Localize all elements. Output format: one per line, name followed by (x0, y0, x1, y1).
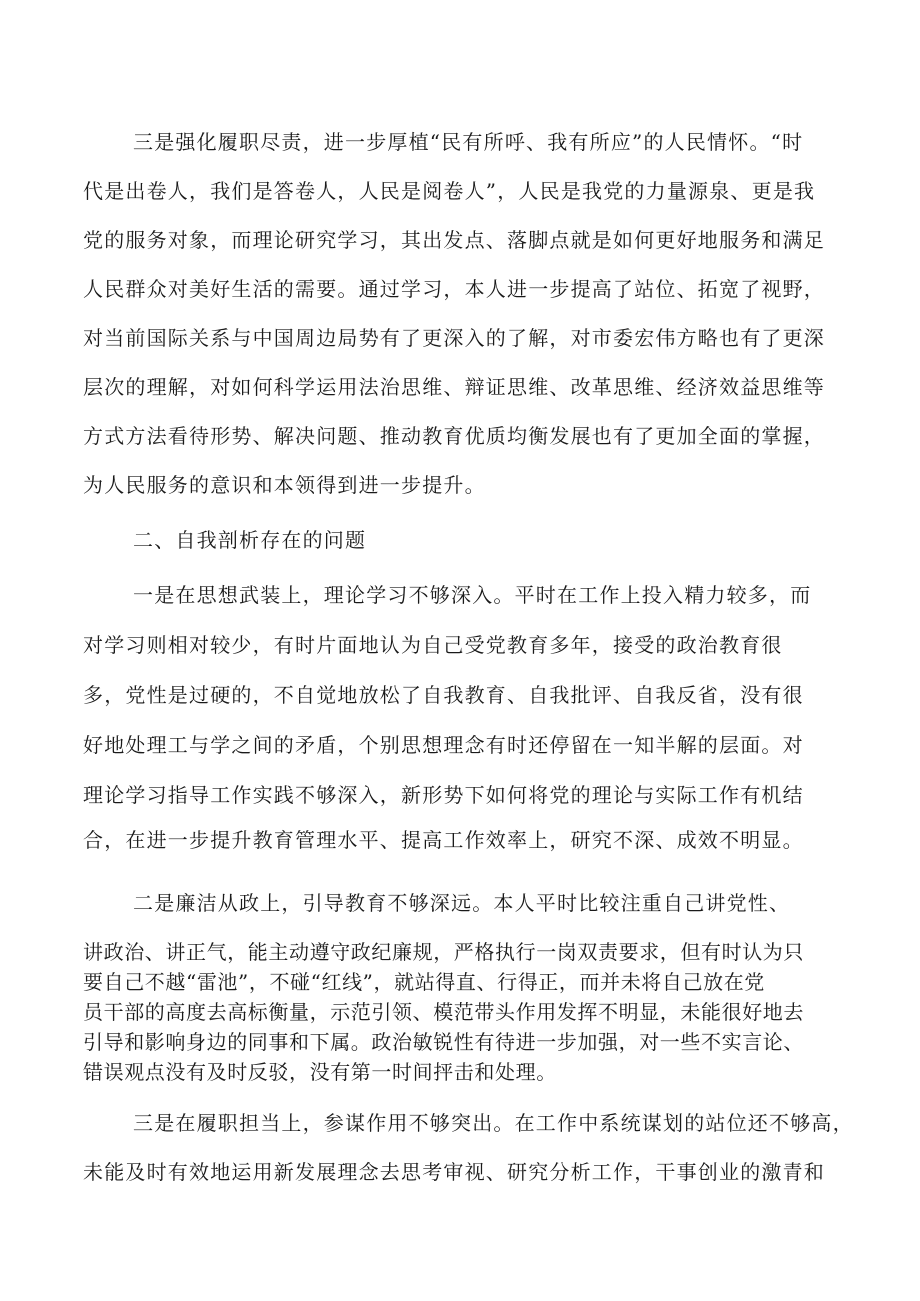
paragraph-line: 人民群众对美好生活的需要。通过学习，本人进一步提高了站位、拓宽了视野， (83, 277, 825, 301)
paragraph-line: 三是强化履职尽责，进一步厚植“民有所呼、我有所应”的人民情怀。“时 (133, 130, 804, 154)
paragraph-line: 方式方法看待形势、解决问题、推动教育优质均衡发展也有了更加全面的掌握， (83, 424, 825, 448)
paragraph-line: 合，在进一步提升教育管理水平、提高工作效率上，研究不深、成效不明显。 (83, 828, 804, 852)
paragraph-line: 层次的理解，对如何科学运用法治思维、辩证思维、改革思维、经济效益思维等 (83, 375, 825, 399)
paragraph-line: 要自己不越“雷池”，不碰“红线”，就站得直、行得正，而并未将自己放在党 (83, 970, 765, 994)
paragraph-line: 对学习则相对较少，有时片面地认为自己受党教育多年，接受的政治教育很 (83, 633, 783, 657)
paragraph-line: 为人民服务的意识和本领得到进一步提升。 (83, 473, 486, 497)
paragraph-line: 未能及时有效地运用新发展理念去思考审视、研究分析工作，干事创业的激青和 (83, 1160, 825, 1184)
paragraph-line: 一是在思想武装上，理论学习不够深入。平时在工作上投入精力较多，而 (133, 583, 812, 607)
paragraph-line: 三是在履职担当上，参谋作用不够突出。在工作中系统谋划的站位还不够高， (133, 1111, 854, 1135)
paragraph-line: 错误观点没有及时反驳，没有第一时间抨击和处理。 (83, 1060, 557, 1084)
paragraph-line: 二是廉洁从政上，引导教育不够深远。本人平时比较注重自己讲党性、 (133, 891, 791, 915)
paragraph-line: 多，党性是过硬的，不自觉地放松了自我教育、自我批评、自我反省，没有很 (83, 683, 804, 707)
paragraph-line: 对当前国际关系与中国周边局势有了更深入的了解，对市委宏伟方略也有了更深 (83, 326, 825, 350)
paragraph-line: 党的服务对象，而理论研究学习，其出发点、落脚点就是如何更好地服务和满足 (83, 228, 825, 252)
paragraph-line: 讲政治、讲正气，能主动遵守政纪廉规，严格执行一岗双责要求，但有时认为只 (83, 940, 804, 964)
paragraph-line: 好地处理工与学之间的矛盾，个别思想理念有时还停留在一知半解的层面。对 (83, 733, 804, 757)
paragraph-line: 理论学习指导工作实践不够深入，新形势下如何将党的理论与实际工作有机结 (83, 783, 804, 807)
paragraph-line: 员干部的高度去高标衡量，示范引领、模范带头作用发挥不明显，未能很好地去 (83, 1000, 804, 1024)
paragraph-line: 代是出卷人，我们是答卷人，人民是阅卷人”，人民是我党的力量源泉、更是我 (83, 179, 816, 203)
section-heading: 二、自我剖析存在的问题 (133, 528, 367, 552)
paragraph-line: 引导和影响身边的同事和下属。政治敏锐性有待进一步加强，对一些不实言论、 (83, 1030, 804, 1054)
